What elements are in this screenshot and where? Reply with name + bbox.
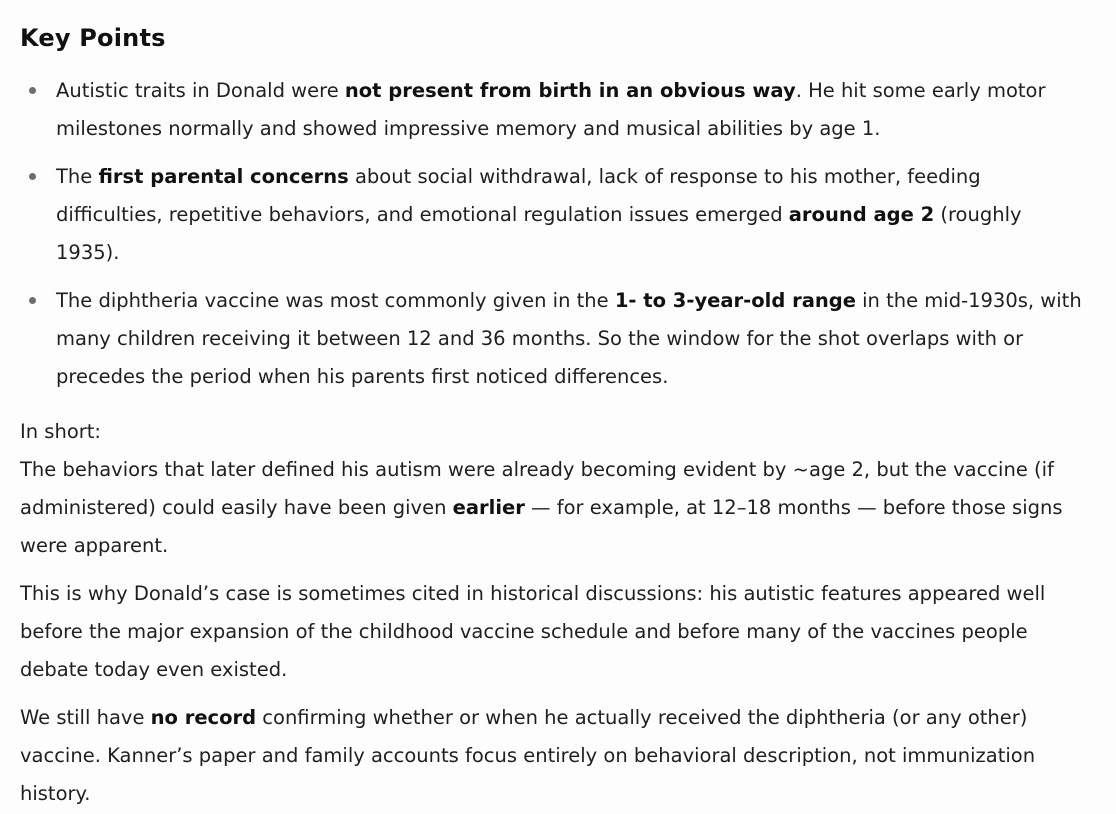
in-short-label: In short:: [20, 420, 101, 443]
point-text: The diphtheria vaccine was most commonly given in the: [56, 289, 615, 312]
point-bold: 1- to 3-year-old range: [614, 289, 856, 312]
no-record-paragraph: [20, 699, 1080, 813]
bullet-icon: [29, 297, 36, 304]
paragraph-text: confirming whether or when he actually received the diphtheria (or any other) vaccine. Kanner’s paper and family accounts focus entirely on behavioral description, not immunization history.: [20, 706, 1036, 805]
paragraph-text: The behaviors that later defined his autism were already becoming evident by ~age 2, but the vaccine (if administered) could easily have been given: [20, 458, 1054, 519]
paragraph-text: We still have: [20, 706, 151, 729]
list-item: [20, 158, 1066, 272]
point-text: about social withdrawal, lack of response to his mother, feeding difficulties, repetitive behaviors, and emotional regulation issues emerged: [56, 165, 981, 226]
point-text: Autistic traits in Donald were: [56, 79, 345, 102]
point-text: The: [56, 165, 99, 188]
paragraph-bold: no record: [150, 706, 257, 729]
list-item: [20, 72, 1056, 148]
historical-paragraph: This is why Donald’s case is sometimes cited in historical discussions: his autistic features appeared well before the major expansion of the childhood vaccine schedule and before many of the vaccines people debate today even existed.: [20, 582, 1046, 681]
point-bold: around age 2: [788, 203, 935, 226]
point-text: (roughly 1935).: [56, 203, 1022, 264]
in-short-paragraph: [20, 451, 1080, 565]
paragraph-bold: earlier: [452, 496, 525, 519]
point-bold: first parental concerns: [98, 165, 349, 188]
key-points-heading: Key Points: [20, 24, 166, 52]
bullet-icon: [29, 87, 36, 94]
bullet-icon: [29, 173, 36, 180]
key-points-list: [20, 72, 1080, 406]
point-text: . He hit some early motor milestones normally and showed impressive memory and musical abilities by age 1.: [56, 79, 1046, 140]
paragraph-text: — for example, at 12–18 months — before those signs were apparent.: [20, 496, 1063, 557]
list-item: [20, 282, 1116, 396]
point-text: in the mid-1930s, with many children receiving it between 12 and 36 months. So the window for the shot overlaps with or precedes the period when his parents first noticed differences.: [56, 289, 1082, 388]
point-bold: not present from birth in an obvious way: [344, 79, 796, 102]
